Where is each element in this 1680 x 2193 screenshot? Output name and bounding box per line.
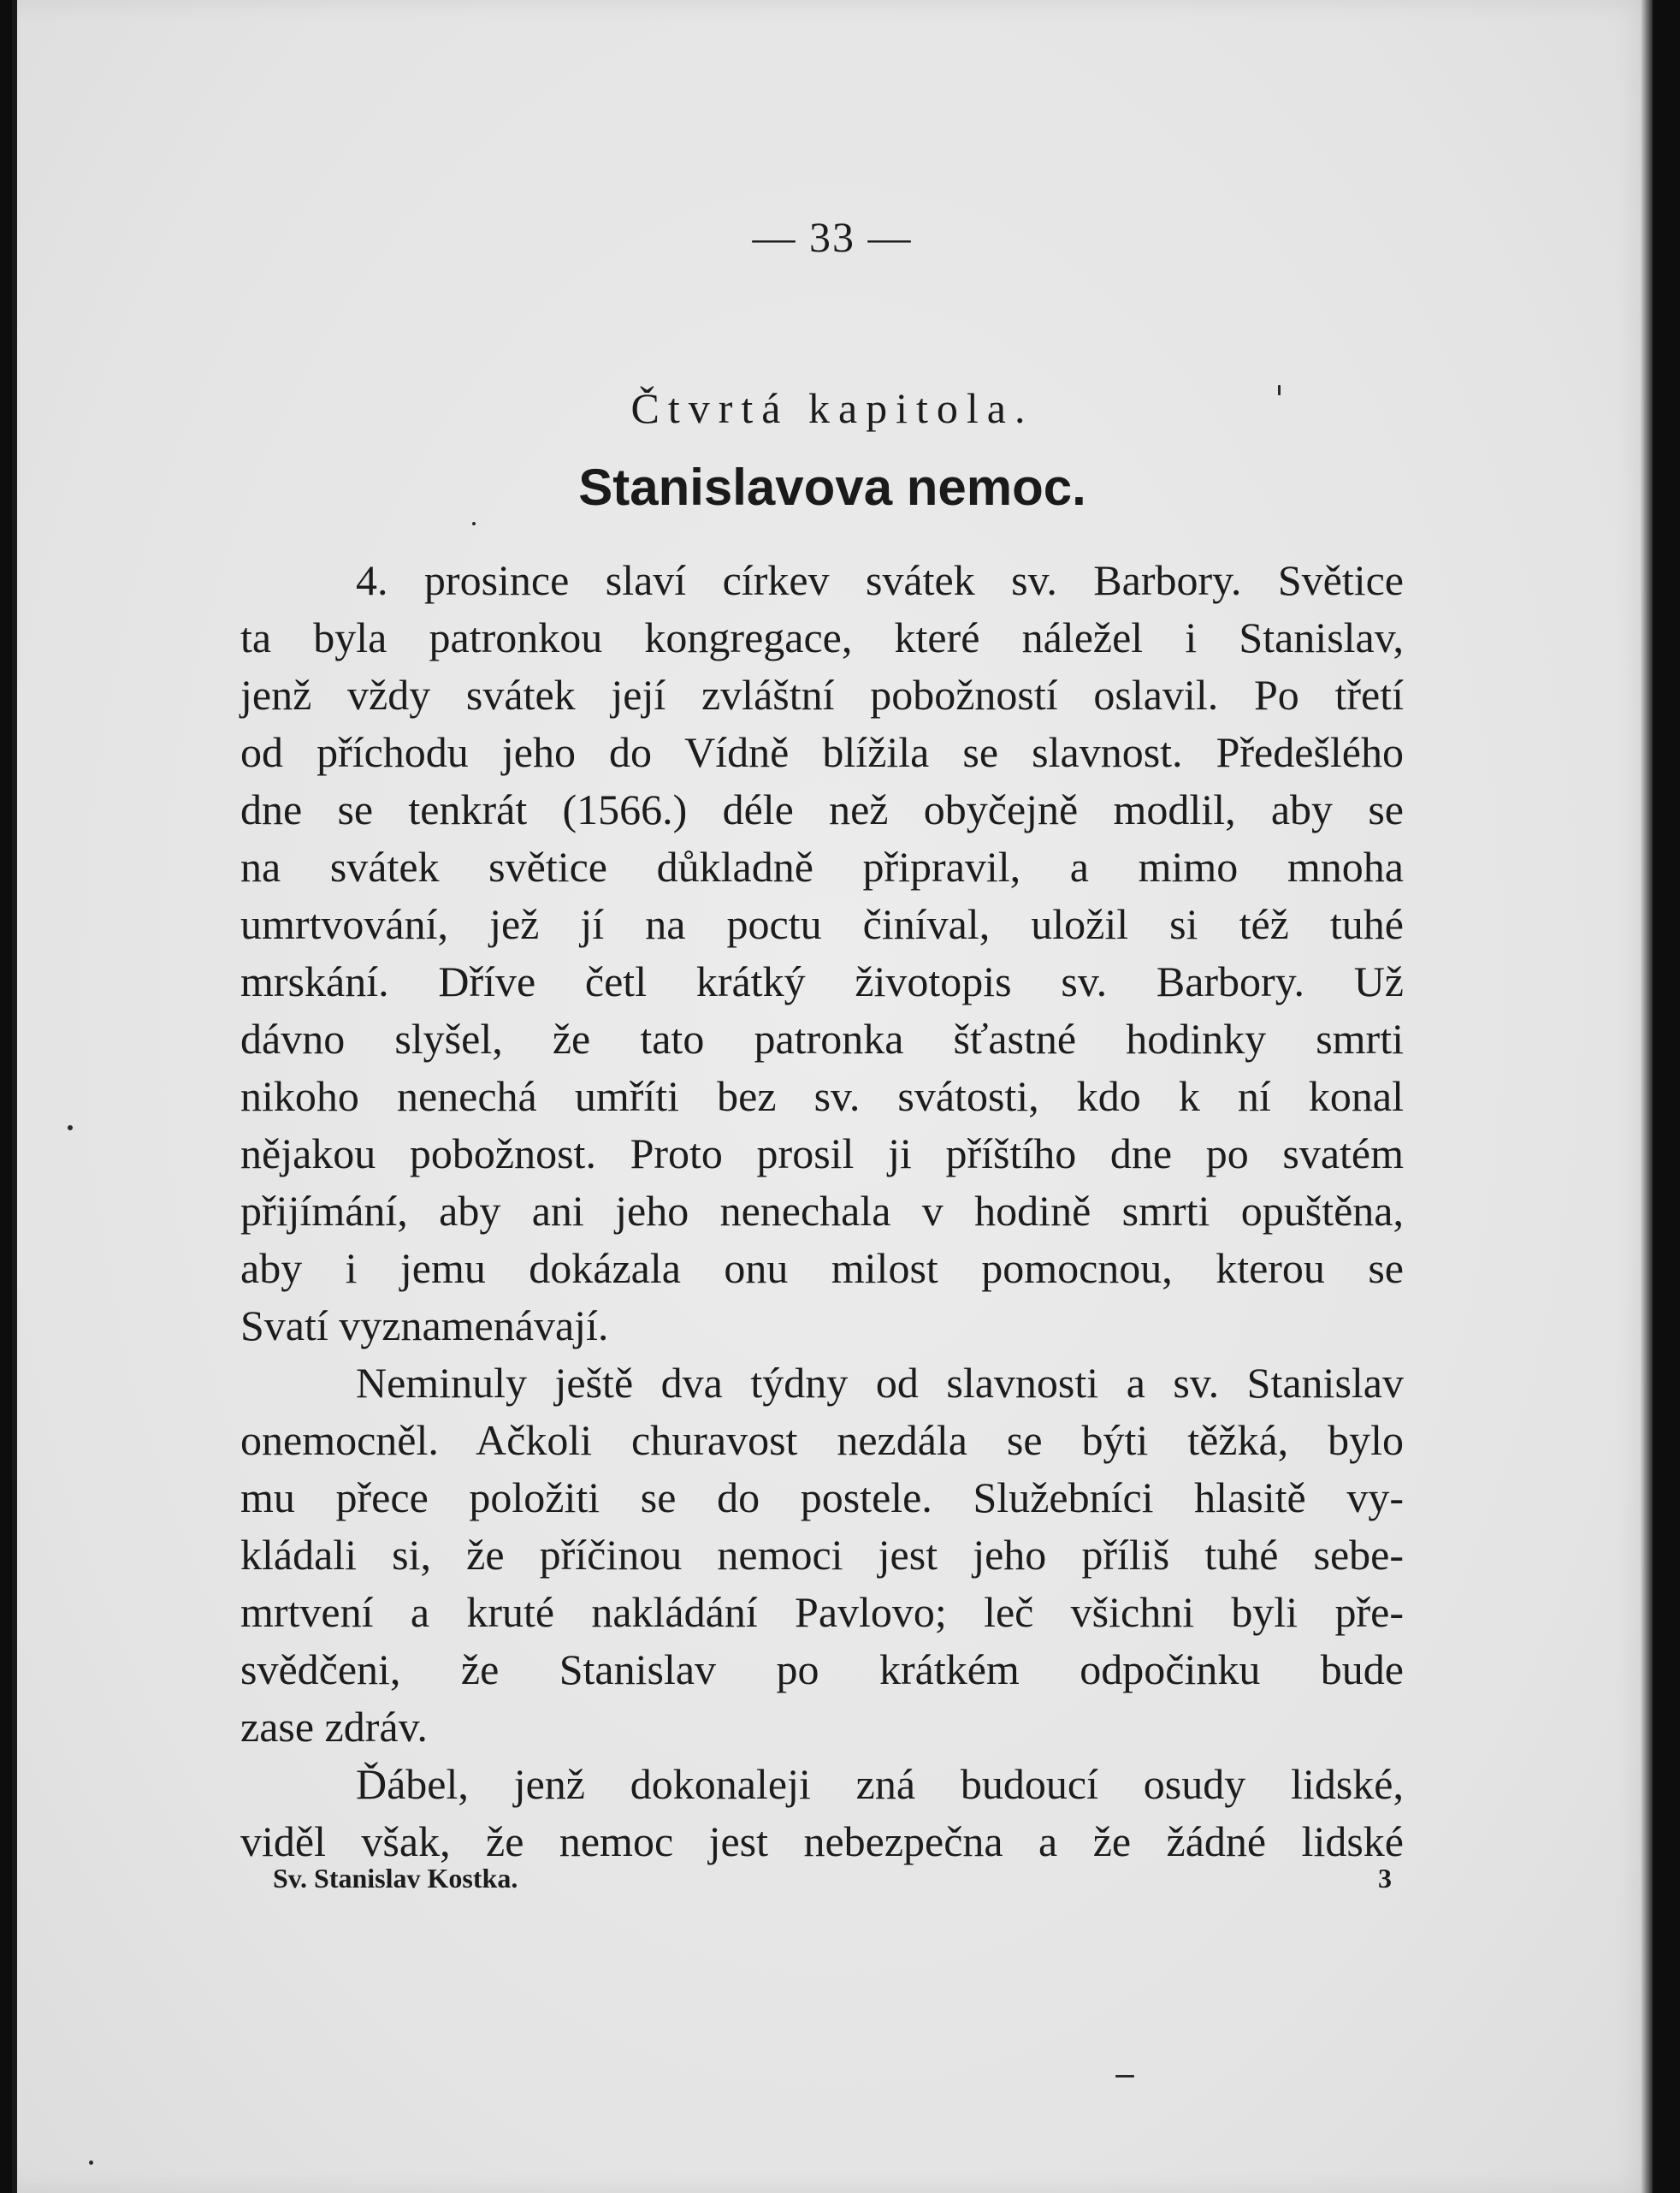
text-line: ta byla patronkou kongregace, které náležel i Stanislav, (240, 613, 1404, 661)
book-page (12, 0, 1653, 2193)
text-line: Svatí vyznamenávají. (240, 1301, 609, 1349)
footer-signature-mark: 3 (1378, 1863, 1392, 1894)
footer-book-title: Sv. Stanislav Kostka. (273, 1863, 518, 1894)
text-line: mu přece položiti se do postele. Služebníci hlasitě vy- (240, 1473, 1404, 1521)
paragraph-2 (240, 1354, 1404, 1756)
text-line: jenž vždy svátek její zvláštní pobožností oslavil. Po třetí (240, 671, 1404, 719)
paragraph-3 (240, 1756, 1404, 1870)
text-line: Neminuly ještě dva týdny od slavnosti a sv. Stanislav (356, 1359, 1404, 1407)
text-line: od příchodu jeho do Vídně blížila se slavnost. Předešlého (240, 728, 1404, 776)
scan-left-edge (12, 0, 17, 2193)
text-line: aby i jemu dokázala onu milost pomocnou, kterou se (240, 1244, 1404, 1292)
page-footer (273, 1863, 1392, 1894)
text-line: přijímání, aby ani jeho nenechala v hodině smrti opuštěna, (240, 1187, 1404, 1235)
body-text (240, 552, 1404, 1870)
scan-speck (89, 2160, 93, 2165)
text-line: zase zdráv. (240, 1703, 428, 1751)
text-line: nikoho nenechá umříti bez sv. svátosti, kdo k ní konal (240, 1072, 1404, 1120)
text-line: dávno slyšel, že tato patronka šťastné hodinky smrti (240, 1015, 1404, 1063)
paragraph-1 (240, 552, 1404, 1354)
text-line: mrtvení a kruté nakládání Pavlovo; leč všichni byli pře- (240, 1588, 1404, 1636)
scan-speck (1115, 2075, 1134, 2077)
text-line: Ďábel, jenž dokonaleji zná budoucí osudy lidské, (356, 1760, 1404, 1808)
page-number: — 33 — (752, 213, 913, 261)
text-line: onemocněl. Ačkoli churavost nezdála se býti těžká, bylo (240, 1416, 1404, 1464)
text-line: dne se tenkrát (1566.) déle než obyčejně modlil, aby se (240, 785, 1404, 833)
scan-speck (1278, 385, 1281, 395)
scan-speck (472, 522, 476, 525)
text-line: kládali si, že příčinou nemoci jest jeho příliš tuhé sebe- (240, 1531, 1404, 1579)
text-line: mrskání. Dříve četl krátký životopis sv. Barbory. Už (240, 957, 1404, 1005)
text-line: na svátek světice důkladně připravil, a mimo mnoha (240, 843, 1404, 891)
scan-right-edge (1641, 0, 1653, 2193)
chapter-title: Stanislavova nemoc. (578, 459, 1086, 516)
scan-speck (68, 1125, 73, 1130)
text-line: svědčeni, že Stanislav po krátkém odpočinku bude (240, 1645, 1404, 1693)
text-line: umrtvování, jež jí na poctu činíval, uložil si též tuhé (240, 900, 1404, 948)
text-line: 4. prosince slaví církev svátek sv. Barbory. Světice (356, 556, 1404, 604)
text-line: viděl však, že nemoc jest nebezpečna a že žádné lidské (240, 1817, 1404, 1865)
chapter-label: Čtvrtá kapitola. (630, 384, 1034, 432)
text-line: nějakou pobožnost. Proto prosil ji příštího dne po svatém (240, 1129, 1404, 1177)
